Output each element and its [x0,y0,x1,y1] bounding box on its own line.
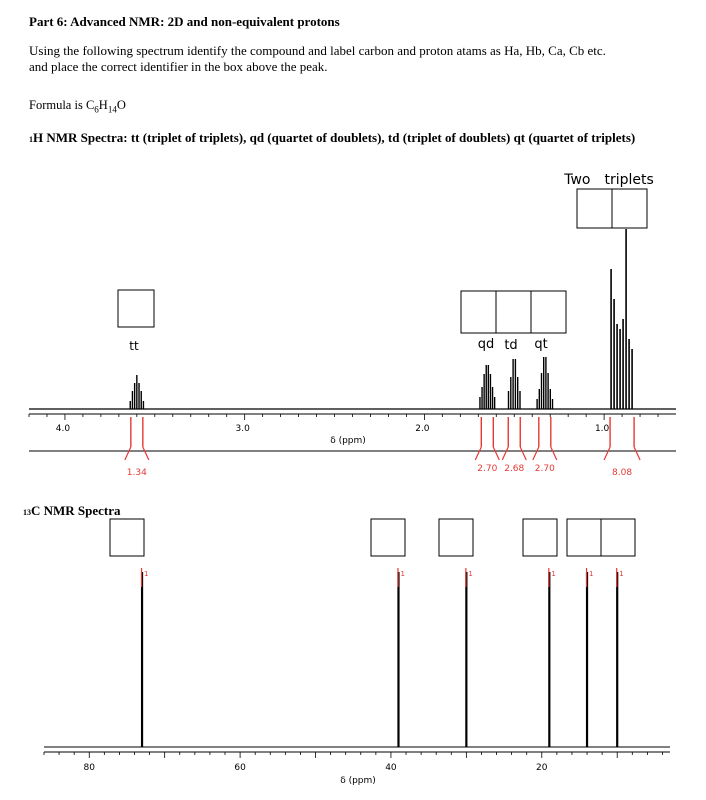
h-integral-value: 2.70 [477,464,498,474]
answer-box-c4[interactable] [523,519,557,556]
c-nmr-spectrum [44,519,670,786]
formula-h: H [98,98,108,112]
h-integral-tick [520,447,526,460]
h-nmr-isotope: 1 [29,135,33,144]
h-nmr-spectrum [29,172,676,478]
section-title: Part 6: Advanced NMR: 2D and non-equivalent protons [29,14,340,29]
answer-box-c5[interactable] [567,519,601,556]
answer-box-triplet-2[interactable] [612,189,647,228]
answer-box-triplet-1[interactable] [577,189,612,228]
h-tick-label: 3.0 [235,424,250,434]
c-tick-label: 80 [83,763,95,773]
h-axis-label: δ (ppm) [330,436,366,446]
c-peak-label: 1 [589,570,594,578]
annotation-two-triplets: Two triplets [564,172,654,188]
instructions-line-1: Using the following spectrum identify the compound and label carbon and proton atams as Ha, Hb, Ca, Cb etc. [29,43,606,58]
c-peak-label: 1 [551,570,556,578]
c-peak-label: 1 [468,570,473,578]
h-integral-value: 2.70 [534,464,555,474]
h-integrations [125,417,640,478]
h-nmr-heading-text: H NMR Spectra: tt (triplet of triplets), qd (quartet of doublets), td (triplet of doublets) qt (quartet of triplets) [33,130,636,145]
answer-box-c3[interactable] [439,519,473,556]
h-axis-ticks [29,414,658,434]
h-integral-tick [551,447,557,460]
c-tick-label: 20 [536,763,548,773]
c-tick-label: 60 [234,763,246,773]
c-nmr-heading-text: C NMR Spectra [31,503,121,518]
formula-prefix: Formula is C [29,98,95,112]
h-integral-value: 2.68 [504,464,525,474]
c-peak-label: 1 [144,570,149,578]
h-integral-tick [533,447,539,460]
answer-box-c1[interactable] [110,519,144,556]
answer-box-qt[interactable] [531,291,566,333]
answer-box-c6[interactable] [601,519,635,556]
c-nmr-isotope: 13 [23,508,31,517]
h-integral-tick [475,447,481,460]
h-integral-tick [634,447,640,460]
c-peak-label: 1 [619,570,624,578]
h-tick-label: 1.0 [594,424,610,434]
h-integral-tick [493,447,499,460]
h-integral-tick [143,447,149,460]
formula-c-count: 6 [94,104,99,115]
h-tick-label: 2.0 [415,424,430,434]
annotation-qt: qt [534,337,548,352]
c-axis-ticks [44,752,662,773]
formula-o: O [116,98,126,112]
answer-box-td[interactable] [496,291,531,333]
h-tick-label: 4.0 [55,424,71,434]
annotation-tt: tt [129,339,139,353]
c-tick-label: 40 [385,763,397,773]
h-integral-tick [502,447,508,460]
answer-box-c2[interactable] [371,519,405,556]
instructions-line-2: and place the correct identifier in the box above the peak. [29,59,328,74]
h-integral-tick [125,447,131,460]
h-integral-value: 1.34 [126,468,147,478]
h-integral-value: 8.08 [612,468,633,478]
c-peak-label: 1 [400,570,405,578]
c-axis-label: δ (ppm) [340,776,376,786]
answer-box-tt[interactable] [118,290,154,327]
c-nmr-peaks [142,568,624,747]
answer-box-qd[interactable] [461,291,496,333]
annotation-td: td [504,338,518,353]
h-integral-tick [604,447,610,460]
formula-h-count: 14 [107,104,117,115]
annotation-qd: qd [477,337,495,352]
